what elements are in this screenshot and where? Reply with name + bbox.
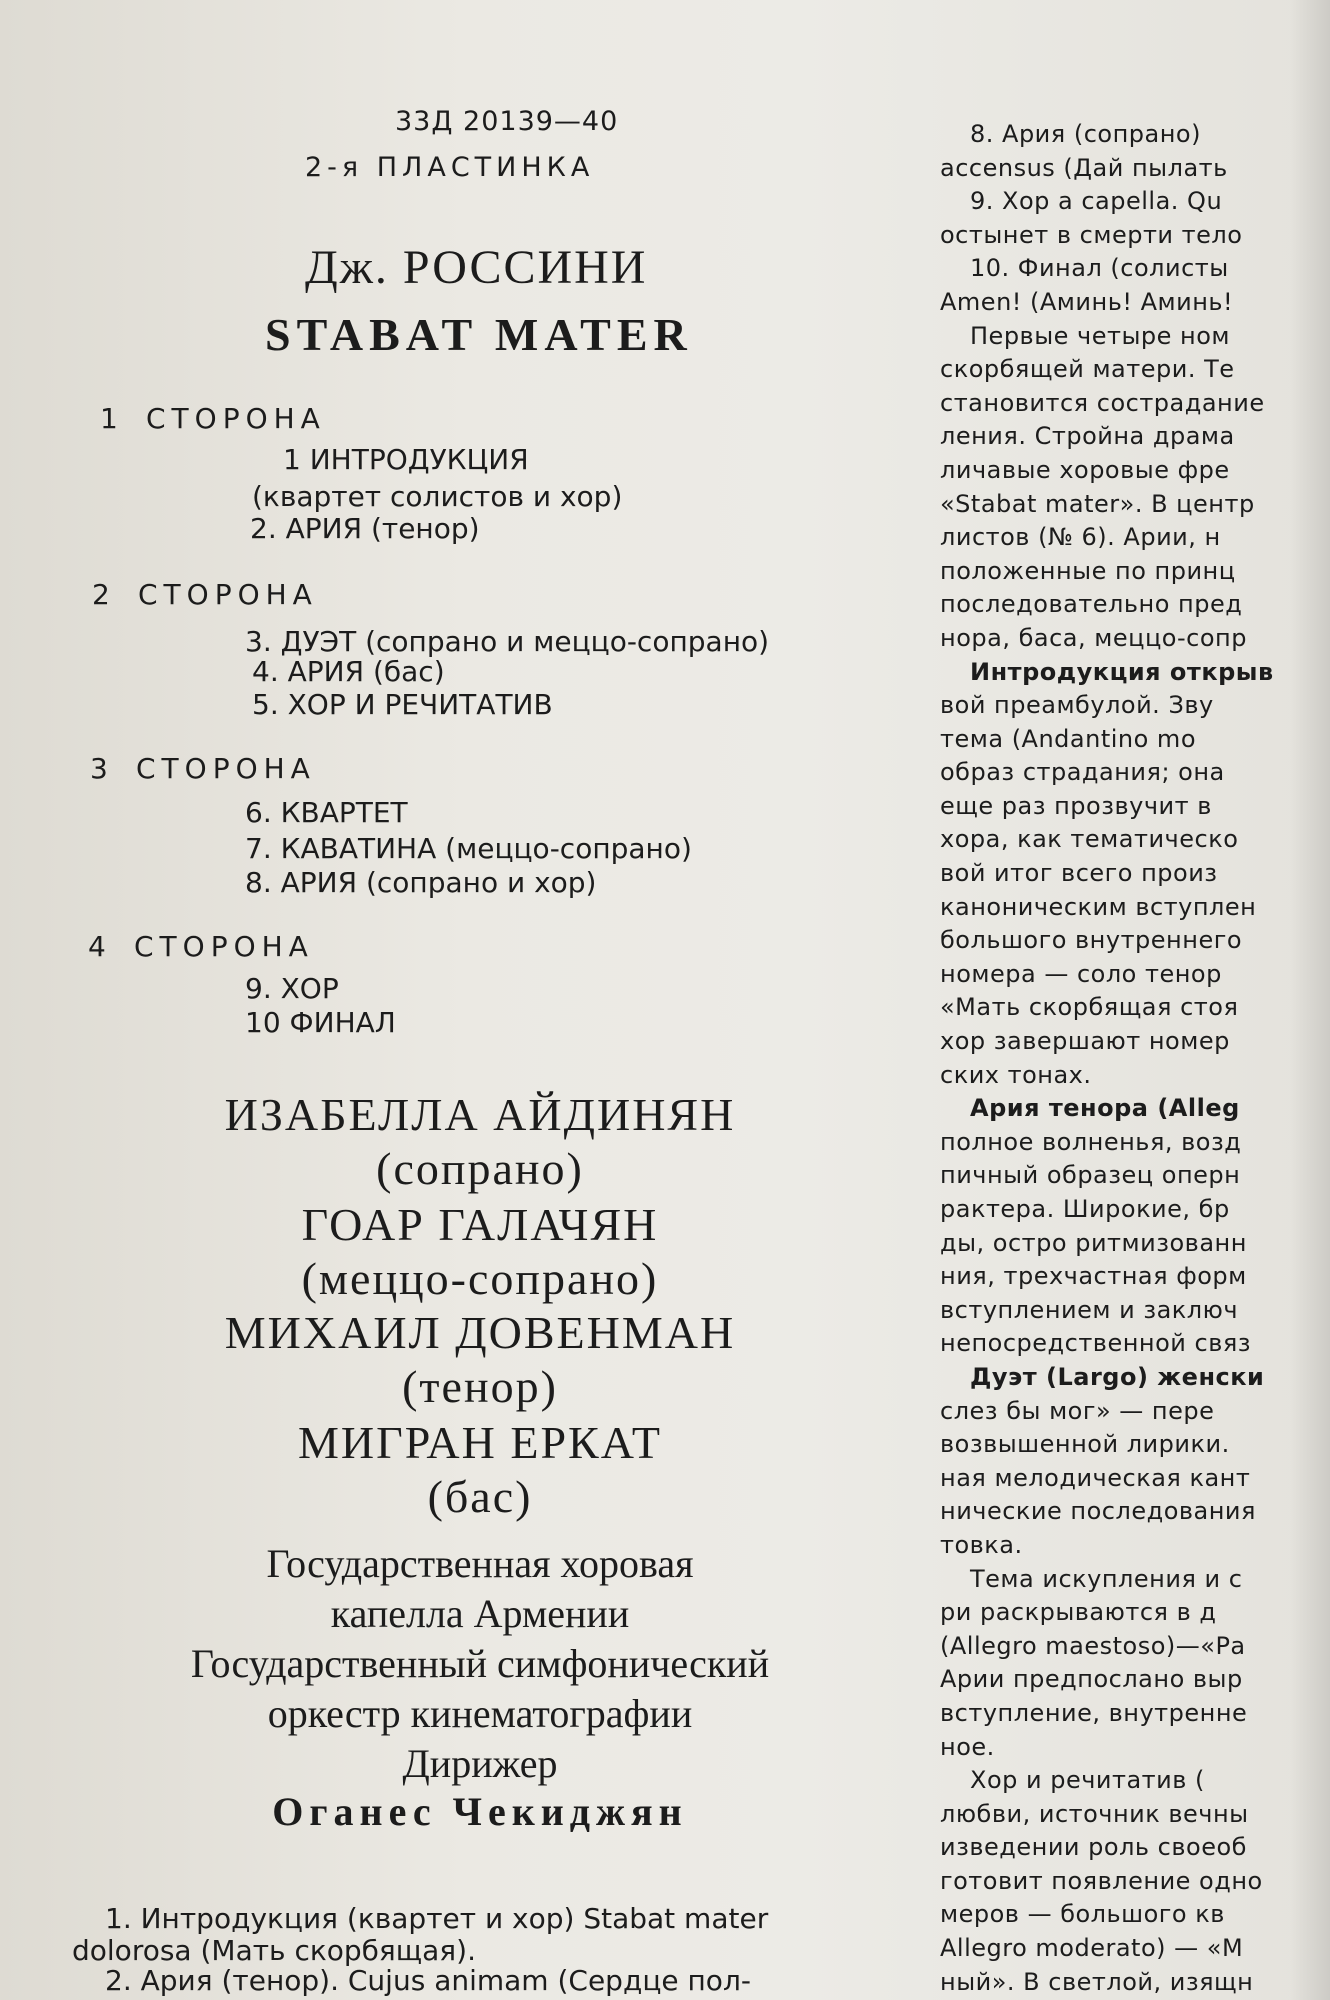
ensemble-line: Государственный симфонический — [190, 1641, 770, 1686]
performer-voice: (сопрано) — [376, 1143, 584, 1194]
ensemble-line: оркестр кинематографии — [267, 1691, 693, 1736]
text-line: нические последования — [940, 1497, 1256, 1526]
track-line: (квартет солистов и хор) — [252, 480, 623, 513]
text-line: ния, трехчастная форм — [940, 1262, 1247, 1291]
text-line: Allegro moderato) — «М — [940, 1934, 1244, 1963]
performer-name: МИХАИЛ ДОВЕНМАН — [224, 1307, 736, 1358]
track-line: 8. АРИЯ (сопрано и хор) — [245, 866, 597, 899]
text-line: ный». В светлой, изящн — [940, 1967, 1254, 1996]
catalog-number: 33Д 20139—40 — [395, 106, 619, 137]
text-line: слез бы мог» — пере — [940, 1396, 1215, 1425]
side-number: 2 — [92, 578, 110, 611]
performer-name: МИГРАН ЕРКАТ — [298, 1417, 662, 1468]
text-line: ная мелодическая кант — [940, 1463, 1251, 1492]
text-line: личавые хоровые фре — [940, 455, 1230, 484]
text-line: полное волненья, возд — [940, 1127, 1242, 1156]
text-line: Дуэт (Largo) женски — [970, 1362, 1265, 1391]
text-line: положенные по принц — [940, 556, 1236, 585]
side-label: СТОРОНА — [136, 752, 316, 785]
text-line: изведении роль своеоб — [940, 1833, 1247, 1862]
track-line: 4. АРИЯ (бас) — [252, 655, 445, 688]
text-line: Amen! (Аминь! Аминь! — [940, 287, 1234, 316]
text-line: возвышенной лирики. — [940, 1430, 1230, 1459]
note-line: dolorosa (Мать скорбящая). — [72, 1934, 476, 1967]
text-line: Арии предпослано выр — [940, 1665, 1243, 1694]
work-title: STABAT MATER — [265, 309, 693, 360]
side-1-heading — [100, 402, 326, 435]
side-label: СТОРОНА — [138, 578, 318, 611]
performer-name: ГОАР ГАЛАЧЯН — [301, 1199, 659, 1250]
text-line: образ страдания; она — [940, 758, 1225, 787]
track-line: 5. ХОР И РЕЧИТАТИВ — [252, 688, 553, 721]
disc-label: 2-я ПЛАСТИНКА — [305, 152, 595, 183]
track-line: 6. КВАРТЕТ — [245, 796, 408, 829]
text-line: ды, остро ритмизованн — [940, 1228, 1247, 1257]
text-line: Интродукция открыв — [970, 657, 1274, 686]
text-line: вой итог всего произ — [940, 859, 1218, 888]
text-line: ских тонах. — [940, 1060, 1092, 1089]
text-line: Тема искупления и с — [970, 1564, 1243, 1593]
conductor-name: Оганес Чекиджян — [272, 1789, 688, 1834]
text-line: 8. Ария (сопрано) — [970, 120, 1201, 148]
text-line: 9. Хор a capella. Qu — [970, 187, 1223, 216]
side-label: СТОРОНА — [134, 930, 314, 963]
text-line: остынет в смерти тело — [940, 220, 1243, 249]
text-line: большого внутреннего — [940, 926, 1242, 955]
text-line: непосредственной связ — [940, 1329, 1252, 1358]
side-number: 1 — [100, 402, 118, 435]
track-line: 7. КАВАТИНА (меццо-сопрано) — [245, 832, 692, 865]
ensemble-line: Государственная хоровая — [266, 1541, 694, 1586]
text-line: хора, как тематическо — [940, 825, 1239, 854]
text-line: «Stabat mater». В центр — [940, 489, 1255, 518]
text-line: листов (№ 6). Арии, н — [940, 523, 1221, 552]
note-line: 2. Ария (тенор). Cujus animam (Сердце пол- — [105, 1964, 751, 1997]
track-line: 3. ДУЭТ (сопрано и меццо-сопрано) — [245, 625, 770, 658]
text-line: (Allegro maestoso)—«Ра — [940, 1631, 1246, 1660]
side-label: СТОРОНА — [146, 402, 326, 435]
note-line: 1. Интродукция (квартет и хор) Stabat mater — [105, 1902, 769, 1935]
conductor-label: Дирижер — [402, 1741, 558, 1786]
text-line: скорбящей матери. Те — [940, 355, 1235, 384]
text-line: хор завершают номер — [940, 1027, 1230, 1056]
text-line: любви, источник вечны — [940, 1799, 1249, 1828]
text-line: ное. — [940, 1732, 995, 1761]
track-line: 9. ХОР — [245, 972, 339, 1005]
text-line: 10. Финал (солисты — [970, 254, 1229, 283]
text-line: вой преамбулой. Зву — [940, 691, 1214, 720]
text-line: Ария тенора (Alleg — [970, 1094, 1240, 1123]
text-line: тема (Andantino mo — [940, 724, 1196, 753]
track-line: 10 ФИНАЛ — [245, 1006, 396, 1039]
side-4-heading — [88, 930, 314, 963]
text-line: меров — большого кв — [940, 1900, 1225, 1929]
composer-name: Дж. РОССИНИ — [305, 241, 648, 294]
text-line: товка. — [940, 1530, 1023, 1559]
text-line: accensus (Дай пылать — [940, 153, 1228, 182]
text-line: Хор и речитатив ( — [970, 1766, 1205, 1795]
text-line: нора, баса, меццо-сопр — [940, 623, 1247, 652]
side-number: 3 — [90, 752, 108, 785]
performer-voice: (бас) — [427, 1471, 533, 1522]
performer-voice: (меццо-сопрано) — [301, 1253, 659, 1304]
text-line: последовательно пред — [940, 590, 1243, 619]
text-line: становится сострадание — [940, 388, 1265, 417]
track-line: 2. АРИЯ (тенор) — [250, 512, 480, 545]
track-line: 1 ИНТРОДУКЦИЯ — [283, 443, 529, 476]
performer-voice: (тенор) — [402, 1361, 558, 1412]
text-line: ления. Стройна драма — [940, 422, 1235, 451]
text-line: вступлением и заключ — [940, 1295, 1239, 1324]
text-line: еще раз прозвучит в — [940, 791, 1212, 820]
page-edge-shadow — [1290, 0, 1330, 2000]
text-line: «Мать скорбящая стоя — [940, 993, 1239, 1022]
right-text-column — [940, 118, 1330, 2000]
text-line: рактера. Широкие, бр — [940, 1195, 1230, 1223]
text-line: пичный образец оперн — [940, 1161, 1241, 1190]
side-3-heading — [90, 752, 316, 785]
side-number: 4 — [88, 930, 106, 963]
text-line: каноническим вступлен — [940, 892, 1257, 921]
text-line: готовит появление одно — [940, 1866, 1263, 1895]
text-line: вступление, внутренне — [940, 1698, 1248, 1727]
side-2-heading — [92, 578, 318, 611]
text-line: номера — соло тенор — [940, 959, 1222, 988]
performer-name: ИЗАБЕЛЛА АЙДИНЯН — [224, 1089, 736, 1140]
ensemble-line: капелла Армении — [330, 1591, 630, 1636]
text-line: Первые четыре ном — [970, 321, 1231, 350]
text-line: ри раскрываются в д — [940, 1598, 1217, 1627]
